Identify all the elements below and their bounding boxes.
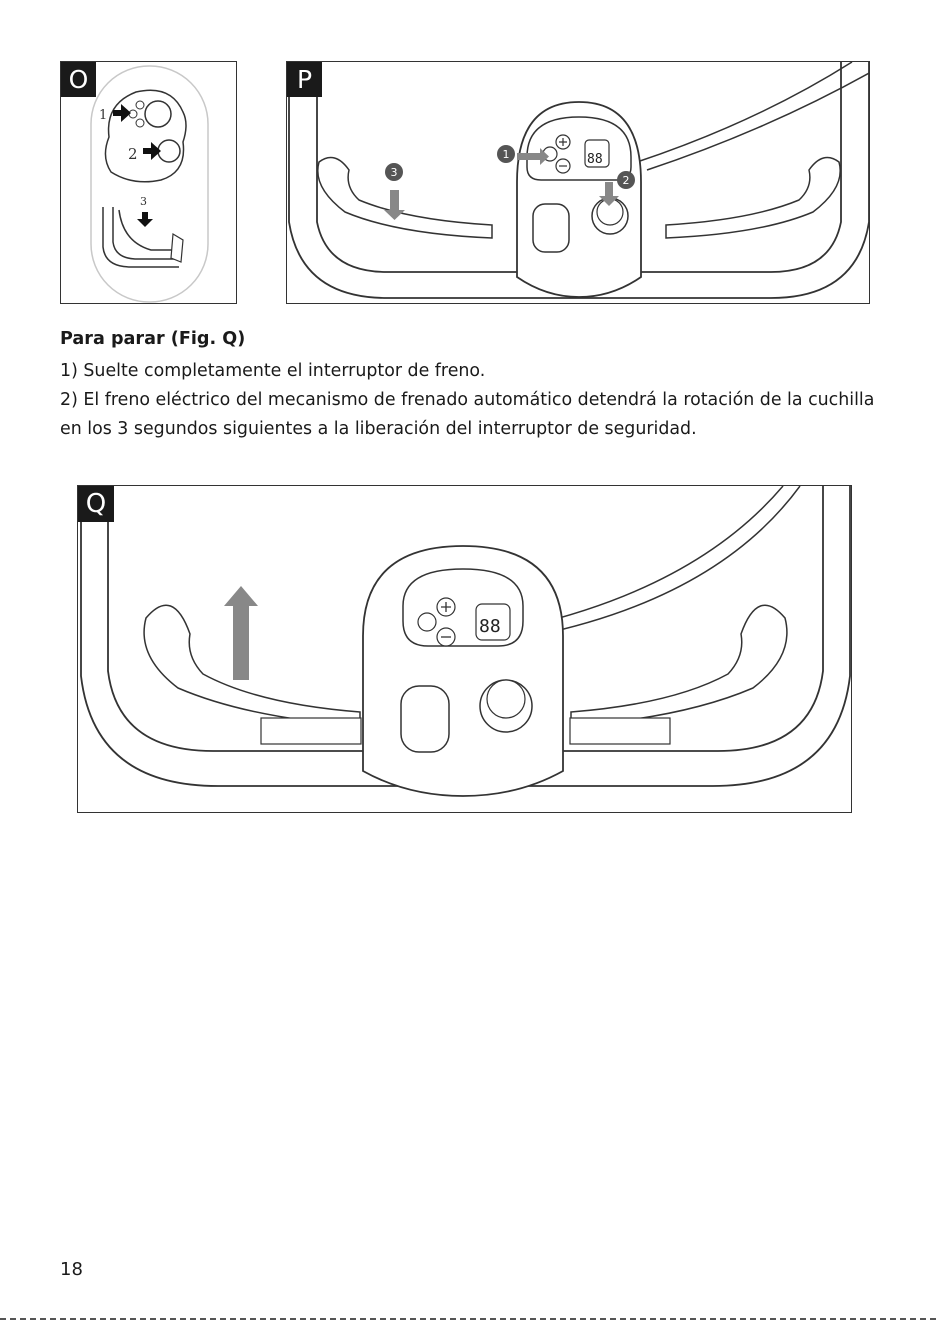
plus-button-icon (136, 101, 144, 109)
right-brake-lever (666, 158, 840, 239)
section-heading: Para parar (Fig. Q) (60, 329, 246, 349)
display-digits: 88 (587, 152, 603, 167)
step-badge-3-text: 3 (390, 166, 398, 179)
arrow-2-shaft (605, 182, 613, 196)
minus-button-icon (136, 119, 144, 127)
page-number: 18 (60, 1259, 83, 1280)
left-brake-lever (318, 158, 492, 239)
display-digits: 88 (479, 616, 501, 637)
power-button-icon (418, 613, 436, 631)
up-arrow-shaft (233, 604, 249, 680)
safety-key-slot (401, 686, 449, 752)
arrow-3-shaft (390, 190, 399, 212)
step-label-2: 2 (128, 145, 138, 163)
figure-p-illustration (287, 62, 870, 304)
up-arrow-icon (224, 586, 258, 606)
power-button-icon (129, 110, 137, 118)
safety-key-slot (533, 204, 569, 252)
step-label-3: 3 (140, 195, 147, 208)
figure-q-label: Q (78, 486, 114, 522)
figure-o-label: O (61, 62, 96, 97)
figure-o (60, 61, 237, 304)
control-panel (527, 117, 631, 180)
safety-switch-icon (158, 140, 180, 162)
start-button-icon (145, 101, 171, 127)
right-lever-bracket (570, 718, 670, 744)
bottom-divider (0, 1318, 936, 1320)
step-badge-2-text: 2 (622, 174, 630, 187)
power-cable (528, 486, 783, 626)
figure-p-label: P (287, 62, 322, 97)
figure-q-illustration (78, 486, 852, 813)
left-brake-lever (144, 605, 360, 726)
arrow-1-shaft (517, 153, 540, 160)
step-badge-1-text: 1 (502, 148, 510, 161)
control-housing (105, 90, 186, 182)
instruction-step-2: 2) El freno eléctrico del mecanismo de frenado automático detendrá la rotación de la cuchilla en los 3 segundos siguientes a la liberación del interruptor de seguridad. (60, 390, 875, 439)
step-label-1: 1 (99, 108, 108, 123)
figure-q (77, 485, 852, 813)
figure-p (286, 61, 870, 304)
right-brake-lever (571, 605, 787, 726)
power-cable (637, 62, 852, 162)
power-cable (647, 72, 870, 170)
instruction-step-1: 1) Suelte completamente el interruptor de freno. (60, 361, 486, 381)
start-button-cap (487, 680, 525, 718)
figure-o-illustration (61, 62, 237, 304)
left-lever-bracket (261, 718, 361, 744)
